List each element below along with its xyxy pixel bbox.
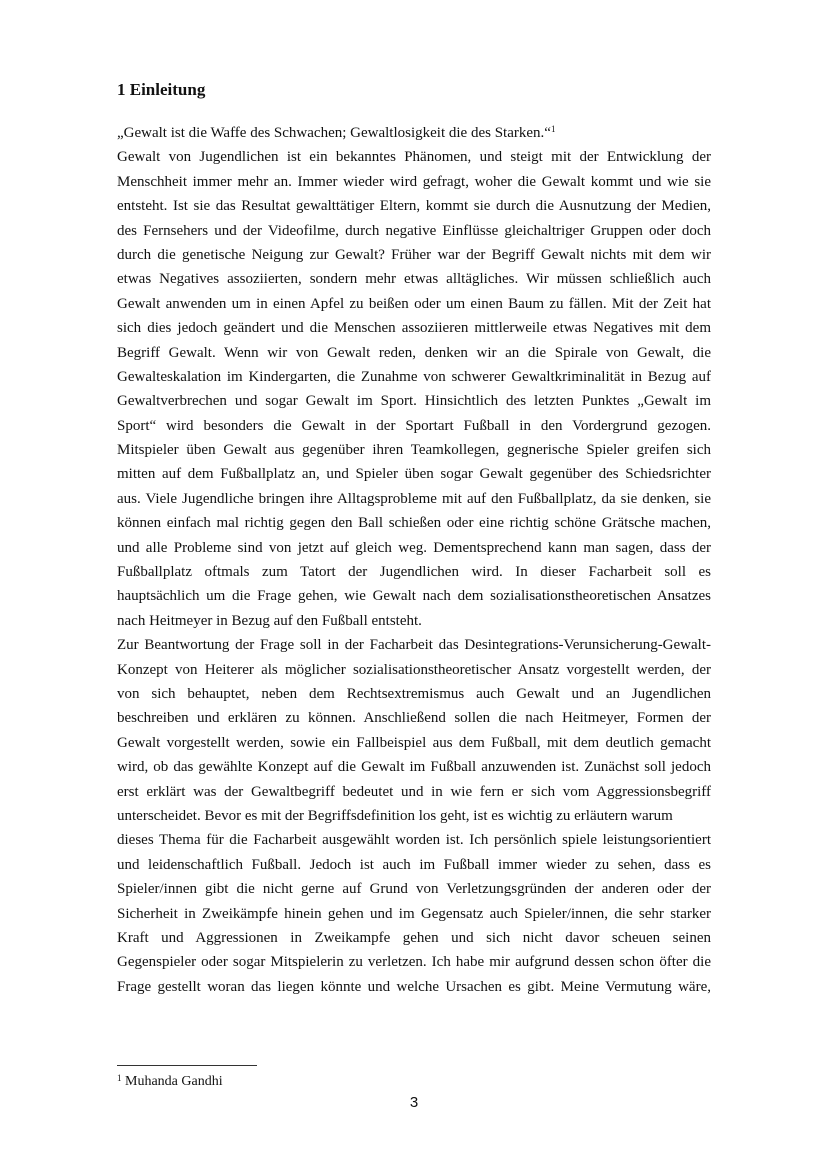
text-line: Gewalt vorgestellt werden, sowie ein Fallbeispiel aus dem Fußball, mit dem deutlich gemacht xyxy=(117,734,711,751)
section-heading: 1 Einleitung xyxy=(117,80,206,99)
text-line: erst erklärt was der Gewaltbegriff bedeutet und in wie fern er sich vom Aggressionsbegriff xyxy=(117,783,711,800)
text-line: Gewaltverbrechen und sogar Gewalt im Sport. Hinsichtlich des letzten Punktes „Gewalt im xyxy=(117,393,711,410)
text-line: Gegenspieler oder sogar Mitspielerin zu verletzen. Ich habe mir aufgrund dessen schon öfter die xyxy=(117,954,711,971)
text-line: Gewalt von Jugendlichen ist ein bekanntes Phänomen, und steigt mit der Entwicklung der xyxy=(117,149,711,166)
text-line: sich dies jedoch geändert und die Menschen assoziieren mittlerweile etwas Negatives mit dem xyxy=(117,320,711,337)
text-line: Sport“ wird besonders die Gewalt in der Sportart Fußball in den Vordergrund gezogen. xyxy=(117,417,711,434)
text-line: Kraft und Aggressionen in Zweikampfe gehen und sich nicht davor scheuen seinen xyxy=(117,929,711,946)
footnote-divider xyxy=(117,1065,257,1066)
text-line: von sich behauptet, neben dem Rechtsextremismus auch Gewalt und an Jugendlichen xyxy=(117,685,711,702)
text-line: Frage gestellt woran das liegen könnte und welche Ursachen es gibt. Meine Vermutung wäre, xyxy=(117,978,711,995)
text-line: beschreiben und erklären zu können. Anschließend sollen die nach Heitmeyer, Formen der xyxy=(117,710,711,727)
text-line: Zur Beantwortung der Frage soll in der Facharbeit das Desintegrations-Verunsicherung-Gewalt- xyxy=(117,637,711,654)
text-line: Mitspieler üben Gewalt aus gegenüber ihren Teamkollegen, gegnerische Spieler greifen sich xyxy=(117,442,711,459)
footnote-mark: 1 xyxy=(117,1073,122,1083)
text-line: Sicherheit in Zweikämpfe hinein gehen und im Gegensatz auch Spieler/innen, die sehr starker xyxy=(117,905,711,922)
text-line: etwas Negatives assoziierten, sondern mehr etwas alltägliches. Wir müssen schließlich auch xyxy=(117,271,711,288)
text-line: des Fernsehers und der Videofilme, durch negative Einflüsse gleichaltriger Gruppen oder doch xyxy=(117,222,711,239)
text-line: wird, ob das gewählte Konzept auf die Gewalt im Fußball anzuwenden ist. Zunächst soll jedoch xyxy=(117,759,711,776)
text-line: und leidenschaftlich Fußball. Jedoch ist auch im Fußball immer wieder zu sehen, dass es xyxy=(117,856,711,873)
text-line: können einfach mal richtig gegen den Ball schießen oder eine richtig schöne Grätsche machen, xyxy=(117,515,711,532)
text-line: Konzept von Heiterer als möglicher sozialisationstheoretischer Ansatz vorgestellt werden, der xyxy=(117,661,711,678)
text-line: mitten auf dem Fußballplatz an, und Spieler üben sogar Gewalt gegenüber des Schiedsrichter xyxy=(117,466,711,483)
footnote xyxy=(117,1073,223,1091)
text-line: aus. Viele Jugendliche bringen ihre Alltagsprobleme mit auf den Fußballplatz, da sie denken, sie xyxy=(117,490,711,507)
text-line: unterscheidet. Bevor es mit der Begriffsdefinition los geht, ist es wichtig zu erläutern warum xyxy=(117,807,673,824)
text-line: Gewalteskalation im Kindergarten, die Zunahme von schwerer Gewaltkriminalität in Bezug auf xyxy=(117,368,711,385)
text-line: Begriff Gewalt. Wenn wir von Gewalt reden, denken wir an die Spirale von Gewalt, die xyxy=(117,344,711,361)
text-line: Menschheit immer mehr an. Immer wieder wird gefragt, woher die Gewalt kommt und wie sie xyxy=(117,173,711,190)
text-line: Gewalt anwenden um in einen Apfel zu beißen oder um einen Baum zu fällen. Mit der Zeit hat xyxy=(117,295,711,312)
epigraph-quote: „Gewalt ist die Waffe des Schwachen; Gewaltlosigkeit die des Starken.“ xyxy=(117,125,551,141)
footnote-reference: 1 xyxy=(550,124,556,134)
text-line: hauptsächlich um die Frage gehen, wie Gewalt nach dem sozialisationstheoretischen Ansatzes xyxy=(117,588,711,605)
text-line: durch die genetische Neigung zur Gewalt? Früher war der Begriff Gewalt nichts mit dem wir xyxy=(117,246,711,263)
text-line: entsteht. Ist sie das Resultat gewalttätiger Eltern, kommt sie durch die Ausnutzung der Medien, xyxy=(117,198,711,215)
text-line: Fußballplatz oftmals zum Tatort der Jugendlichen wird. In dieser Facharbeit soll es xyxy=(117,564,711,581)
body-text xyxy=(117,121,711,999)
text-line: nach Heitmeyer in Bezug auf den Fußball entsteht. xyxy=(117,612,422,629)
text-line: dieses Thema für die Facharbeit ausgewählt worden ist. Ich persönlich spiele leistungsorientiert xyxy=(117,832,711,849)
text-line: und alle Probleme sind von jetzt auf gleich weg. Dementsprechend kann man sagen, dass der xyxy=(117,539,711,556)
quote-line xyxy=(117,121,711,145)
footnote-text: Muhanda Gandhi xyxy=(125,1074,223,1089)
text-line: Spieler/innen gibt die nicht gerne auf Grund von Verletzungsgründen der anderen oder der xyxy=(117,881,711,898)
page-number: 3 xyxy=(409,1094,419,1111)
